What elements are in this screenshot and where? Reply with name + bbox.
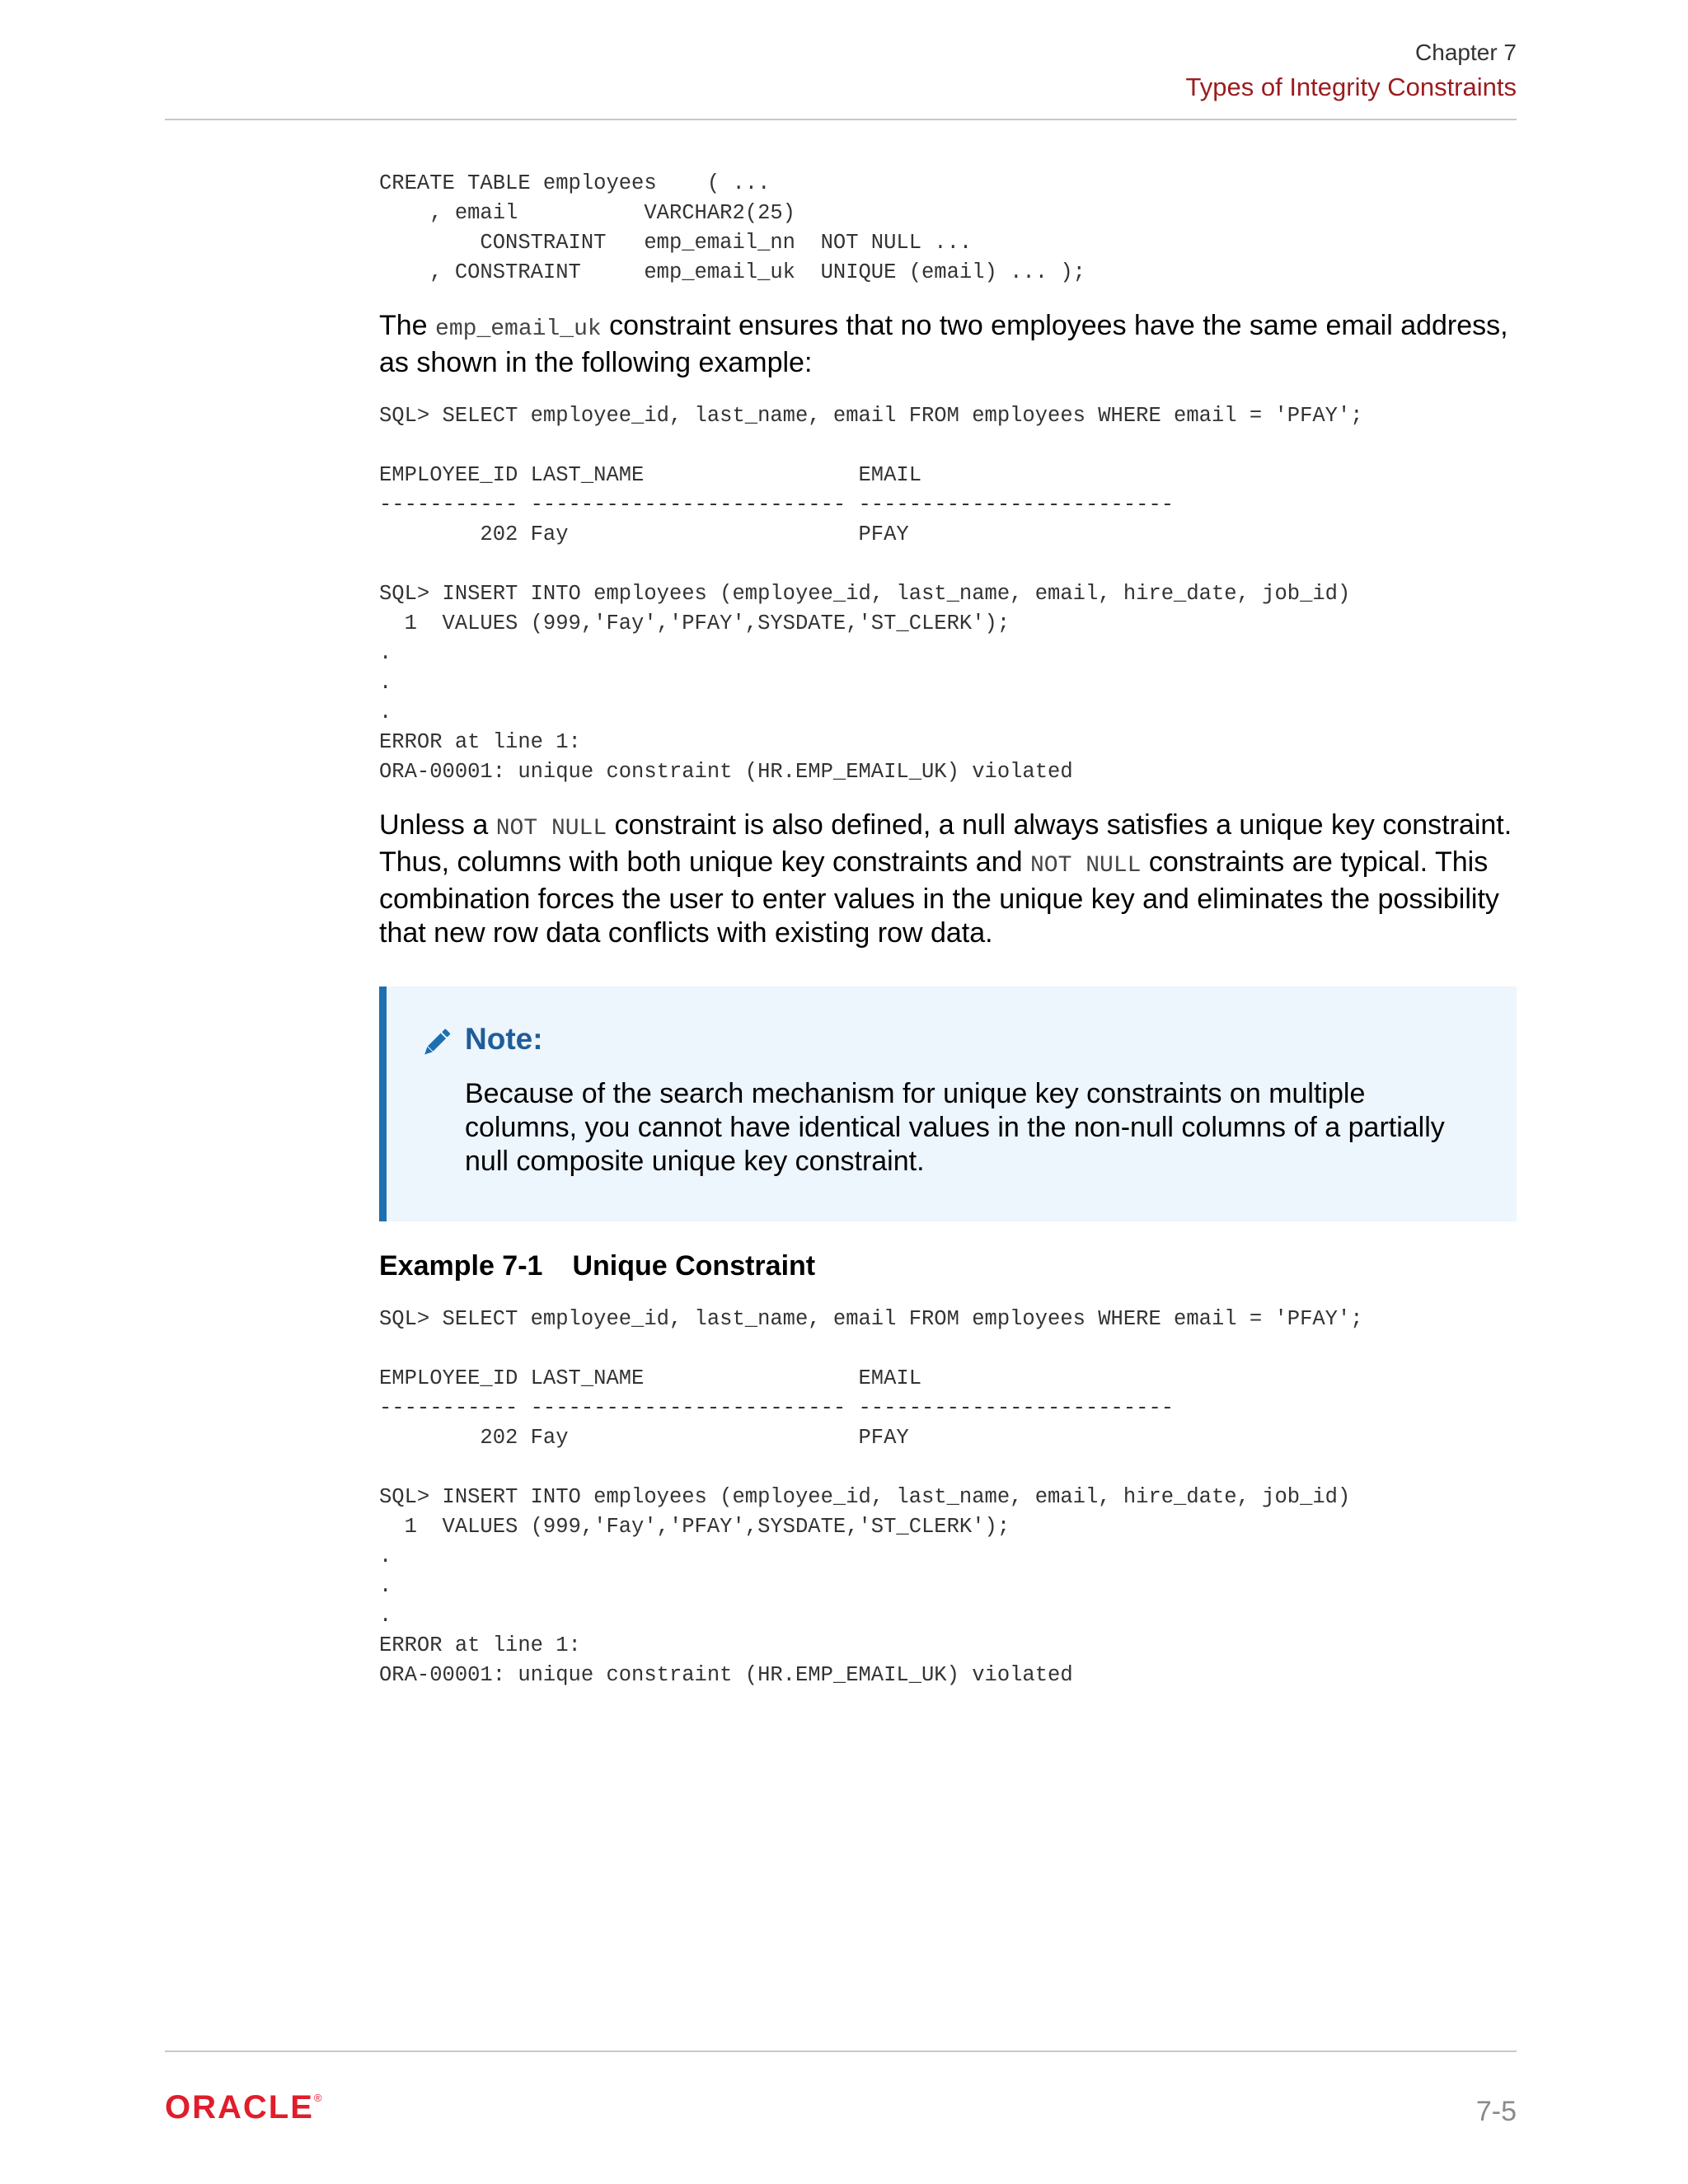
registered-mark: ®	[313, 2091, 322, 2104]
paragraph-text: The	[379, 310, 436, 341]
example-title: Unique Constraint	[572, 1250, 816, 1282]
inline-code: emp_email_uk	[435, 316, 602, 342]
chapter-label: Chapter 7	[1415, 40, 1517, 65]
note-text: Because of the search mechanism for unique key constraints on multiple columns, you cannot have identical values in the non-null columns of a partially null composite unique key constraint.	[465, 1078, 1445, 1177]
paragraph-not-null	[379, 808, 1517, 950]
page-content	[379, 169, 1517, 1690]
paragraph-text: constraint is also defined, a null always satisfies a unique key constraint. Thus, columns with both unique key constraints and	[379, 809, 1512, 878]
paragraph-text: constraints are typical. This combination forces the user to enter values in the unique key and eliminates the possibility that new row data conflicts with existing row data.	[379, 846, 1499, 949]
paragraph-text: constraint ensures that no two employees have the same email address, as shown in the following example:	[379, 310, 1508, 378]
paragraph-email-uk	[379, 309, 1517, 380]
page-number: 7-5	[1475, 2096, 1517, 2127]
inline-code: NOT NULL	[1030, 853, 1142, 879]
code-block-example-7-1: SQL> SELECT employee_id, last_name, email FROM employees WHERE email = 'PFAY'; EMPLOYEE_ID LAST_NAME EMAIL ----------- ------------------------- ------------------------- 202 Fay PFAY SQL> INSERT INTO employees (employee_id, last_name, email, hire_date, job_id) 1 VALUES (999,'Fay','PFAY',SYSDATE,'ST_CLERK'); . . . ERROR at line 1: ORA-00001: unique constraint (HR.EMP_EMAIL_UK) violated	[379, 1307, 1363, 1687]
code-block-create-table: CREATE TABLE employees ( ... , email VARCHAR2(25) CONSTRAINT emp_email_nn NOT NULL ... , CONSTRAINT emp_email_uk UNIQUE (email) ... );	[379, 171, 1085, 284]
note-heading	[465, 1021, 1467, 1057]
example-label: Example 7-1	[379, 1250, 543, 1282]
page-header	[165, 40, 1517, 120]
paragraph-text: Unless a	[379, 809, 496, 841]
oracle-logo	[165, 2089, 321, 2126]
example-heading	[379, 1249, 1517, 1283]
note-box	[379, 987, 1517, 1221]
footer-divider	[165, 2050, 1517, 2052]
code-block-example: SQL> SELECT employee_id, last_name, email FROM employees WHERE email = 'PFAY'; EMPLOYEE_ID LAST_NAME EMAIL ----------- ------------------------- ------------------------- 202 Fay PFAY SQL> INSERT INTO employees (employee_id, last_name, email, hire_date, job_id) 1 VALUES (999,'Fay','PFAY',SYSDATE,'ST_CLERK'); . . . ERROR at line 1: ORA-00001: unique constraint (HR.EMP_EMAIL_UK) violated	[379, 404, 1363, 784]
pencil-icon	[418, 1024, 454, 1061]
note-title: Note:	[465, 1022, 543, 1056]
section-title: Types of Integrity Constraints	[1185, 73, 1517, 101]
logo-text: ORACLE	[165, 2089, 314, 2125]
inline-code: NOT NULL	[495, 816, 607, 841]
